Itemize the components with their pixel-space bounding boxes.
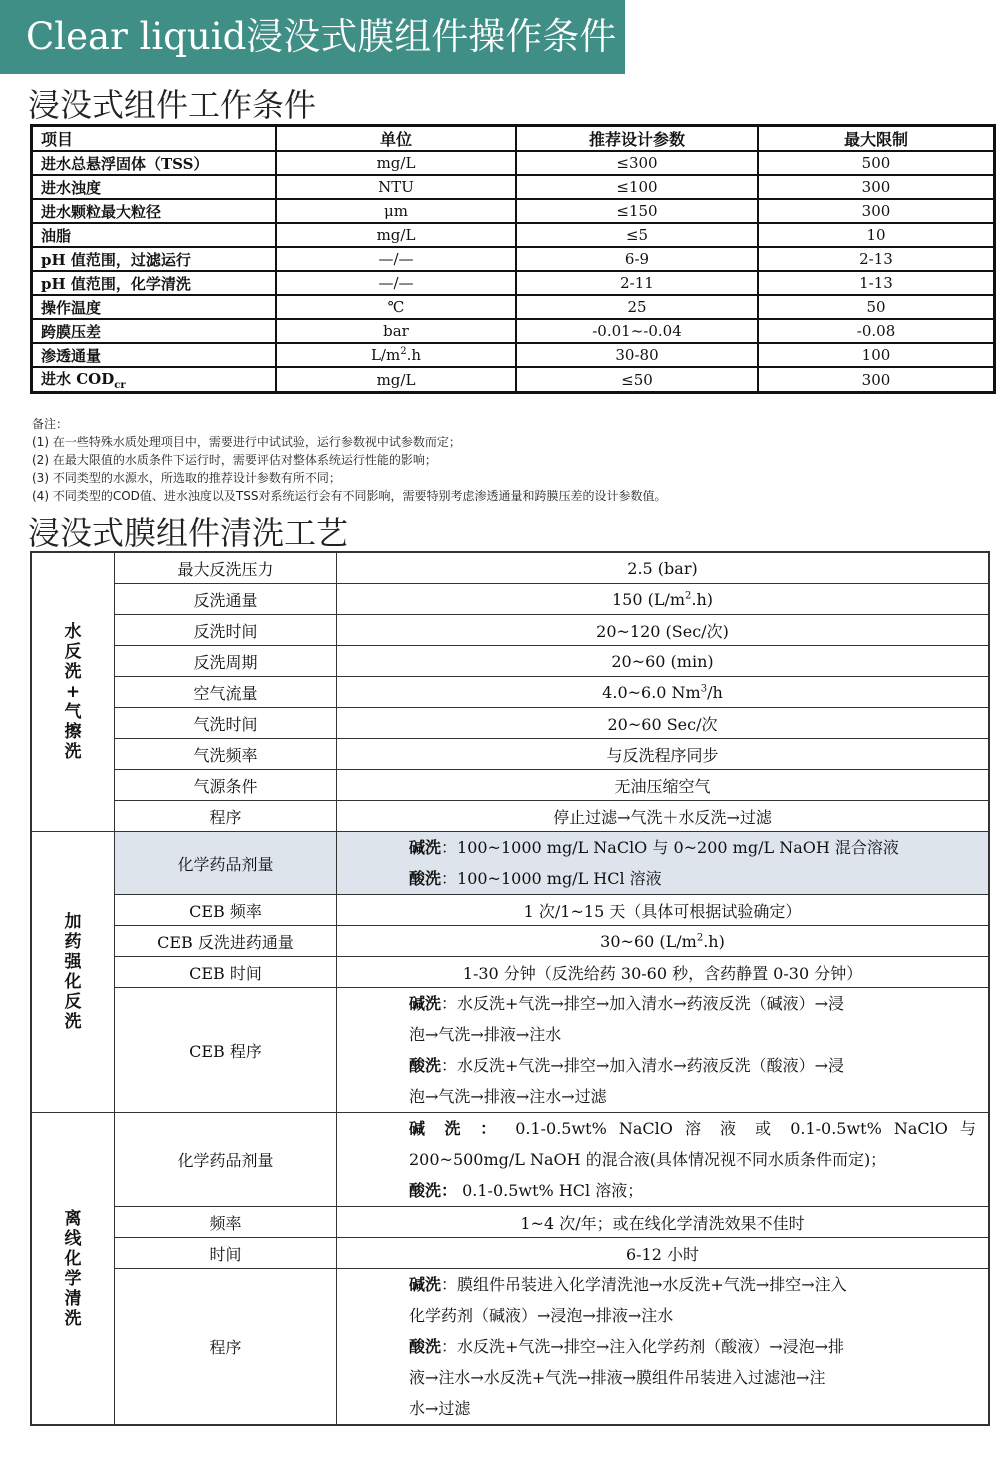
cleaning-process-table [30,551,990,1426]
row-item: pH 值范围，过滤运行 [32,247,277,271]
param-key: 化学药品剂量 [115,1113,337,1207]
item-subscript: cr [114,380,126,391]
table-row [32,367,995,393]
param-value: 1~4 次/年；或在线化学清洗效果不佳时 [337,1207,990,1238]
header-item: 项目 [32,126,277,152]
table-row [31,801,989,832]
working-conditions-table [30,124,996,394]
param-key: 空气流量 [115,677,337,708]
table-row [31,552,989,584]
row-recommended: ≤150 [516,199,758,223]
row-item: 跨膜压差 [32,319,277,343]
table-row [31,1238,989,1269]
table-row [31,988,989,1113]
row-recommended: 2-11 [516,271,758,295]
row-max: 300 [758,175,995,199]
param-key: 反洗时间 [115,615,337,646]
param-value: 20~120 (Sec/次) [337,615,990,646]
row-unit: mg/L [276,151,516,175]
param-key: 气源条件 [115,770,337,801]
row-recommended: ≤50 [516,367,758,393]
param-value: 30~60 $(L/m^2.h)$ [337,926,990,957]
param-value: 碱洗：水反洗+气洗→排空→加入清水→药液反洗（碱液）→浸 泡→气洗→排液→注水 酸洗：水反洗+气洗→排空→加入清水→药液反洗（酸液）→浸 泡→气洗→排液→注水→过滤 [337,988,990,1113]
note-item: (3) 不同类型的水源水，所选取的推荐设计参数有所不同； [32,471,341,485]
param-key: CEB 频率 [115,895,337,926]
item-text: 进水 COD [41,370,115,388]
table-row [31,770,989,801]
param-value: 2.5 (bar) [337,552,990,584]
param-key: 化学药品剂量 [115,832,337,895]
param-value: 无油压缩空气 [337,770,990,801]
param-key: 反洗周期 [115,646,337,677]
table-row [31,832,989,895]
param-value: 碱洗：100~1000 mg/L NaClO 与 0~200 mg/L NaOH 混合溶液 酸洗：100~1000 mg/L HCl 溶液 [337,832,990,895]
row-max: 2-13 [758,247,995,271]
row-unit: mg/L [276,367,516,393]
row-max: 1-13 [758,271,995,295]
table-row [32,319,995,343]
notes-heading: 备注： [32,417,69,431]
param-value: 与反洗程序同步 [337,739,990,770]
note-item: (1) 在一些特殊水质处理项目中，需要进行中试试验，运行参数视中试参数而定； [32,435,461,449]
section-title-working-conditions: 浸没式组件工作条件 [28,86,317,124]
unit-superscript: 2 [400,346,407,357]
row-max: 10 [758,223,995,247]
param-key: 程序 [115,1269,337,1426]
row-recommended: 25 [516,295,758,319]
header-unit: 单位 [276,126,516,152]
table-row [31,584,989,615]
row-item: 渗透通量 [32,343,277,367]
param-value: 4.0~6.0 Nm$^3$/h [337,677,990,708]
row-max: 500 [758,151,995,175]
param-value: 20~60 (min) [337,646,990,677]
category-offline-cleaning: 离线化学清洗 [31,1113,115,1426]
row-item: 进水浊度 [32,175,277,199]
row-unit: —/— [276,271,516,295]
page-banner: Clear liquid浸没式膜组件操作条件 [0,0,625,74]
row-max: 300 [758,367,995,393]
table-header-row [32,126,995,152]
table-row [31,677,989,708]
category-backwash-air-scour: 水反洗+气擦洗 [31,552,115,832]
row-unit [276,343,516,367]
category-ceb: 加药强化反洗 [31,832,115,1113]
table-row [31,708,989,739]
row-item: 进水颗粒最大粒径 [32,199,277,223]
table-row [32,247,995,271]
row-item: pH 值范围，化学清洗 [32,271,277,295]
section-title-cleaning-process: 浸没式膜组件清洗工艺 [28,514,349,552]
param-value: 停止过滤→气洗＋水反洗→过滤 [337,801,990,832]
row-unit: —/— [276,247,516,271]
unit-text: L/m [370,346,401,364]
row-max: 50 [758,295,995,319]
table-row [32,223,995,247]
table-row [31,1207,989,1238]
row-recommended: ≤100 [516,175,758,199]
header-max: 最大限制 [758,126,995,152]
row-item: 油脂 [32,223,277,247]
table-row [31,926,989,957]
note-item: (2) 在最大限值的水质条件下运行时，需要评估对整体系统运行性能的影响； [32,453,437,467]
row-unit: mg/L [276,223,516,247]
table-row [32,151,995,175]
param-key: 程序 [115,801,337,832]
header-recommended: 推荐设计参数 [516,126,758,152]
param-key: 气洗频率 [115,739,337,770]
row-item [32,367,277,393]
param-key: CEB 时间 [115,957,337,988]
table-row [31,1269,989,1426]
row-recommended: 30-80 [516,343,758,367]
param-value: 20~60 Sec/次 [337,708,990,739]
table-row [31,957,989,988]
notes [32,415,666,505]
param-key: 气洗时间 [115,708,337,739]
table-row [31,615,989,646]
param-value: 碱洗：膜组件吊装进入化学清洗池→水反洗+气洗→排空→注入 化学药剂（碱液）→浸泡→排液→注水 酸洗：水反洗+气洗→排空→注入化学药剂（酸液）→浸泡→排 液→注水→水反洗+气洗→排液→膜组件吊装进入过滤池→注 水→过滤 [337,1269,990,1426]
row-item: 操作温度 [32,295,277,319]
param-value: 1-30 分钟（反洗给药 30-60 秒，含药静置 0-30 分钟） [337,957,990,988]
row-max: 100 [758,343,995,367]
table-row [31,1113,989,1207]
param-key: 反洗通量 [115,584,337,615]
param-value: 碱 洗 ： 0.1-0.5wt% NaClO 溶 液 或 0.1-0.5wt% NaClO 与 200~500mg/L NaOH 的混合液(具体情况视不同水质条件而定)； 酸洗： 0.1-0.5wt% HCl 溶液； [337,1113,990,1207]
row-item: 进水总悬浮固体（TSS） [32,151,277,175]
row-max: -0.08 [758,319,995,343]
table-row [32,175,995,199]
param-key: 时间 [115,1238,337,1269]
unit-text-suffix: .h [406,346,422,364]
note-item: (4) 不同类型的COD值、进水浊度以及TSS对系统运行会有不同影响，需要特别考虑渗透通量和跨膜压差的设计参数值。 [32,489,667,503]
table-row [32,271,995,295]
param-key: 最大反洗压力 [115,552,337,584]
table-row [32,343,995,367]
table-row [31,739,989,770]
row-unit: bar [276,319,516,343]
row-unit: ℃ [276,295,516,319]
row-recommended: ≤5 [516,223,758,247]
table-row [31,895,989,926]
row-unit: μm [276,199,516,223]
row-max: 300 [758,199,995,223]
param-key: 频率 [115,1207,337,1238]
row-recommended: -0.01~-0.04 [516,319,758,343]
param-value: 150 $(L/m^2.h)$ [337,584,990,615]
table-row [32,199,995,223]
param-value: 6-12 小时 [337,1238,990,1269]
row-recommended: 6-9 [516,247,758,271]
param-key: CEB 程序 [115,988,337,1113]
param-value: 1 次/1~15 天（具体可根据试验确定） [337,895,990,926]
param-key: CEB 反洗进药通量 [115,926,337,957]
table-row [31,646,989,677]
table-row [32,295,995,319]
row-unit: NTU [276,175,516,199]
row-recommended: ≤300 [516,151,758,175]
